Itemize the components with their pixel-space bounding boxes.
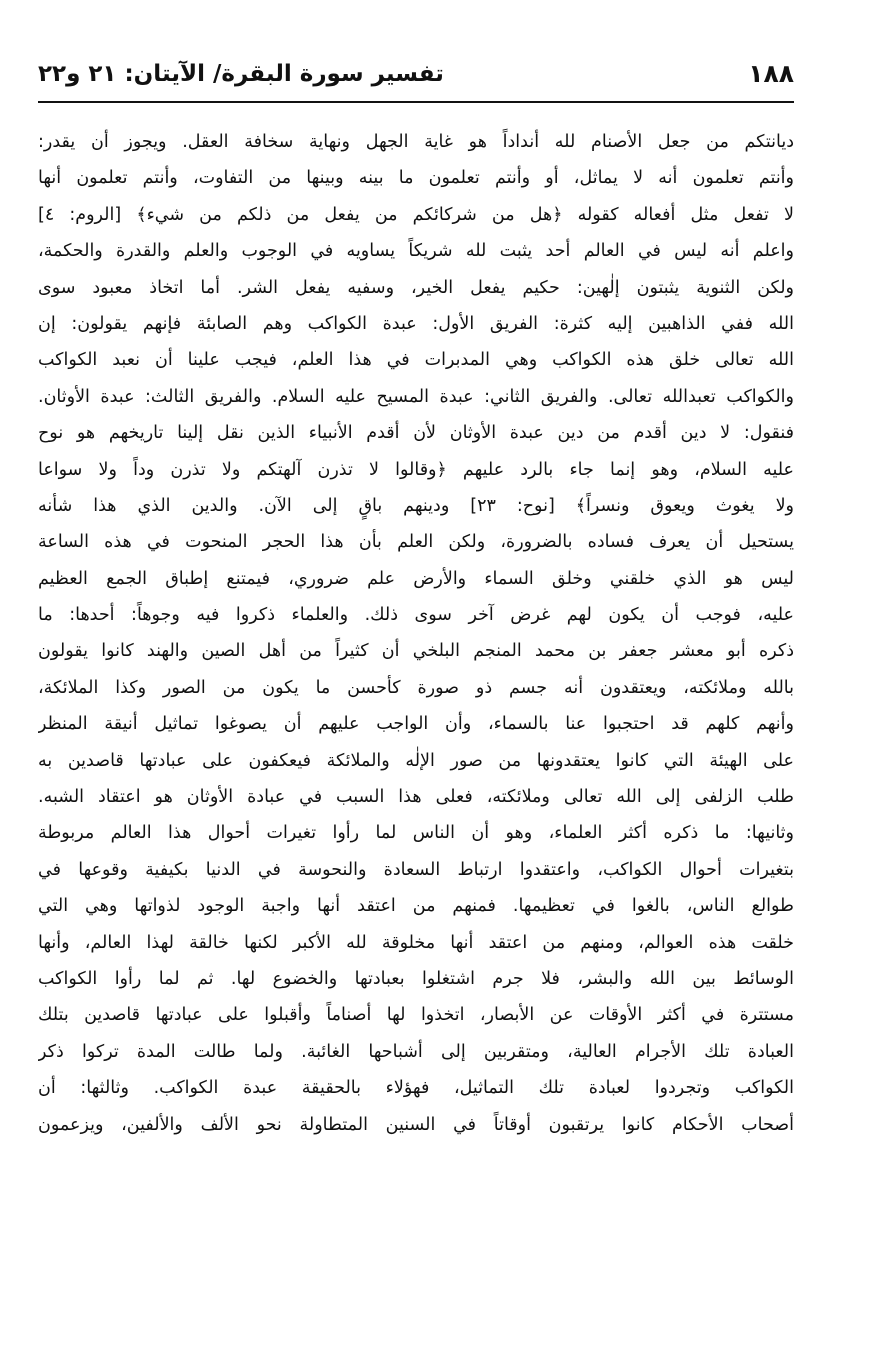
running-title: تفسير سورة البقرة/ الآيتان: ٢١ و٢٢ (38, 61, 444, 87)
page-header (38, 52, 794, 100)
body-text (38, 124, 794, 1143)
text-line: خلقت هذه العوالم، ومنهم من اعتقد أنها مخلوقة لله الأكبر لكنها خالقة لهذا العالم، وأنها (38, 932, 794, 953)
text-line: الله تعالى خلق هذه الكواكب وهي المدبرات في هذا العلم، فيجب علينا أن نعبد الكواكب (38, 350, 794, 371)
page-number: ١٨٨ (748, 59, 794, 88)
text-line: وثانيها: ما ذكره أكثر العلماء، وهو أن الناس لما رأوا تغيرات أحوال هذا العالم مربوطة (38, 823, 794, 844)
header-divider (38, 101, 794, 103)
text-line: الكواكب وتجردوا لعبادة تلك التماثيل، فهؤلاء بالحقيقة عبدة الكواكب. وثالثها: أن (38, 1078, 794, 1099)
text-line: الله ففي الذاهبين إليه كثرة: الفريق الأول: عبدة الكواكب وهم الصابئة فإنهم يقولون: إن (38, 313, 794, 334)
text-line: مستترة في أكثر الأوقات عن الأبصار، اتخذوا لها أصناماً وأقبلوا على عبادتها قاصدين بتلك (38, 1005, 794, 1026)
text-line: يستحيل أن يعرف فساده بالضرورة، ولكن العلم بأن هذا الحجر المنحوت في هذه الساعة (38, 532, 794, 553)
text-line: طوالع الناس، بالغوا في تعظيمها. فمنهم من اعتقد أنها واجبة الوجود لذواتها وهي التي (38, 896, 794, 917)
text-line: العبادة تلك الأجرام العالية، ومتقربين إلى أشباحها الغائبة. ولما طالت المدة تركوا ذكر (38, 1041, 794, 1062)
text-line: طلب الزلفى إلى الله تعالى وملائكته، فعلى هذا السبب في عبادة الأوثان هو اعتقاد الشبه. (38, 787, 794, 808)
text-line: بالله وملائكته، ويعتقدون أنه جسم ذو صورة كأحسن ما يكون من الصور وكذا الملائكة، (38, 677, 794, 698)
text-line: على الهيئة التي كانوا يعتقدونها من صور الإلٰه والملائكة فيعكفون على عبادتها قاصدين به (38, 750, 794, 771)
text-line: ذكره أبو معشر جعفر بن محمد المنجم البلخي أن كثيراً من أهل الصين والهند كانوا يقولون (38, 641, 794, 662)
text-line: عليه السلام، وهو إنما جاء بالرد عليهم ﴿وقالوا لا تذرن آلهتكم ولا تذرن وداً ولا سواعا (38, 459, 794, 480)
text-line: ديانتكم من جعل الأصنام لله أنداداً هو غاية الجهل ونهاية سخافة العقل. ويجوز أن يقدر: (38, 132, 794, 152)
text-line: ولكن الثنوية يثبتون إلٰهين: حكيم يفعل الخير، وسفيه يفعل الشر. أما اتخاذ معبود سوى (38, 277, 794, 298)
text-line: ليس هو الذي خلقني وخلق السماء والأرض علم ضروري، فيمتنع إطباق الجمع العظيم (38, 568, 794, 589)
text-line: ولا يغوث ويعوق ونسراً﴾ [نوح: ٢٣] ودينهم باقٍ إلى الآن. والدين الذي هذا شأنه (38, 495, 794, 516)
text-line: والكواكب تعبدالله تعالى. والفريق الثاني: عبدة المسيح عليه السلام. والفريق الثالث: عبدة الأوثان. (38, 386, 794, 407)
text-line: وأنتم تعلمون أنه لا يماثل، أو وأنتم تعلمون ما بينه وبينها من التفاوت، وأنتم تعلمون أنها (38, 168, 794, 189)
text-line: وأنهم كلهم قد احتجبوا عنا بالسماء، وأن الواجب عليهم أن يصوغوا تماثيل أنيقة المنظر (38, 714, 794, 735)
text-line: عليه، فوجب أن يكون لهم غرض آخر سوى ذلك. والعلماء ذكروا فيه وجوهاً: أحدها: ما (38, 605, 794, 626)
text-line: لا تفعل مثل أفعاله كقوله ﴿هل من شركائكم من يفعل من ذلكم من شيء﴾ [الروم: ٤] (38, 204, 794, 225)
text-line: الوسائط بين الله والبشر، فلا جرم اشتغلوا بعبادتها والخضوع لها. ثم لما رأوا الكواكب (38, 968, 794, 989)
text-line: أصحاب الأحكام كانوا يرتقبون أوقاتاً في السنين المتطاولة نحو الألف والألفين، ويزعمون (38, 1114, 794, 1135)
text-line: واعلم أنه ليس في العالم أحد يثبت لله شريكاً يساويه في الوجوب والعلم والقدرة والحكمة، (38, 241, 794, 262)
text-line: بتغيرات أحوال الكواكب، واعتقدوا ارتباط السعادة والنحوسة في الدنيا بكيفية وقوعها في (38, 859, 794, 880)
text-line: فنقول: لا دين أقدم من دين عبدة الأوثان لأن أقدم الأنبياء الذين نقل إلينا تاريخهم هو نوح (38, 423, 794, 444)
